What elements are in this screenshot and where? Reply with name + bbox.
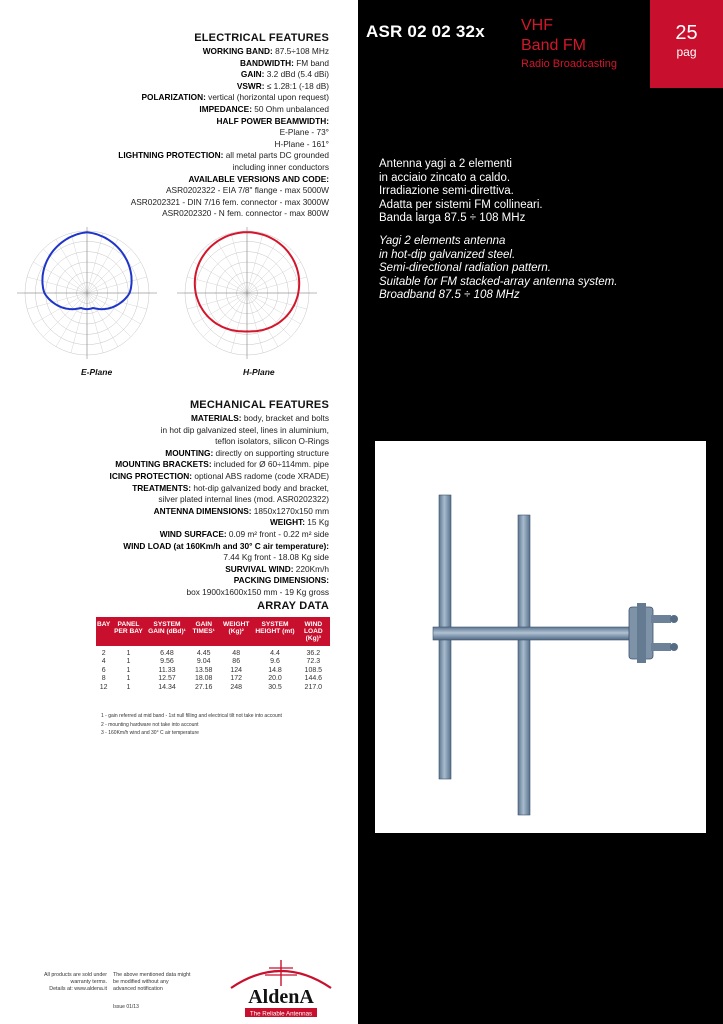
array-cell: 14.34: [158, 683, 176, 691]
electrical-title: ELECTRICAL FEATURES: [194, 32, 329, 44]
radiation-plots-svg: [14, 220, 348, 380]
array-note: 1 - gain referred at mid band - 1st null filling and electrical tilt not take into account: [101, 713, 282, 719]
feature-line: [110, 541, 329, 553]
array-data-table: [96, 617, 330, 692]
feature-line: [118, 58, 329, 70]
array-column-header: BAY: [96, 617, 111, 646]
polar-spoke: [247, 293, 278, 347]
page-number: 25: [675, 22, 698, 44]
category-application: Radio Broadcasting: [521, 58, 618, 70]
feature-line: [118, 116, 329, 128]
polar-spoke: [56, 293, 87, 347]
array-note: 3 - 160Km/h wind and 30° C air temperature: [101, 730, 199, 736]
feature-line: [110, 483, 329, 495]
array-column-header: WIND LOAD (Kg)³: [297, 617, 330, 646]
feature-line: [110, 517, 329, 529]
array-column-header: PANEL PER BAY: [111, 617, 145, 646]
description-line: Banda larga 87.5 ÷ 108 MHz: [379, 212, 526, 225]
feature-value: 220Km/h: [293, 563, 329, 574]
feature-line: [118, 208, 329, 220]
clamp-nut: [670, 615, 678, 623]
array-cell: 4.45: [196, 650, 211, 657]
feature-line: [110, 564, 329, 576]
feature-line: [118, 139, 329, 151]
feature-value: 15 Kg: [305, 517, 329, 528]
description-italian: [379, 158, 709, 226]
description-line: Semi-directional radiation pattern.: [379, 262, 551, 275]
polar-spoke: [216, 293, 247, 347]
array-cell: 1: [126, 666, 131, 674]
disclaimer-line: The above mentioned data might: [113, 972, 191, 978]
array-column-header: WEIGHT (Kg)²: [219, 617, 253, 646]
feature-line: [110, 413, 329, 425]
array-cell: 6: [101, 666, 106, 674]
polar-spoke: [216, 239, 247, 293]
feature-label: LIGHTNING PROTECTION:: [118, 150, 224, 161]
array-data-title: ARRAY DATA: [257, 600, 329, 612]
description-line: Broadband 87.5 ÷ 108 MHz: [379, 289, 520, 302]
feature-line: [110, 448, 329, 460]
array-notes: [101, 712, 282, 738]
feature-label: WEIGHT:: [269, 517, 305, 528]
description-line: in acciaio zincato a caldo.: [379, 171, 511, 184]
mechanical-title: MECHANICAL FEATURES: [189, 399, 329, 411]
array-cell: 1: [126, 650, 131, 657]
array-body: [96, 646, 330, 692]
feature-value: ≤ 1.28:1 (-18 dB): [264, 80, 329, 91]
feature-value: 7.44 Kg front - 18.08 Kg side: [223, 552, 329, 563]
feature-value: body, bracket and bolts: [241, 413, 329, 423]
array-note: 2 - mounting hardware not take into account: [101, 721, 199, 728]
polar-spoke: [247, 239, 278, 293]
array-cell: 172: [230, 675, 243, 683]
feature-line: [118, 185, 329, 197]
category-vhf: VHF: [521, 17, 553, 34]
array-cell: 14.8: [268, 666, 282, 674]
array-cell: 86: [232, 658, 241, 666]
logo-brand: AldenA: [248, 986, 314, 1008]
feature-value: ASR0202320 - N fem. connector - max 800W: [162, 208, 329, 219]
array-column-header: SYSTEM GAIN (dBd)¹: [146, 617, 189, 646]
description-line: Adatta per sistemi FM collineari.: [379, 198, 543, 211]
array-header-row: [96, 617, 330, 646]
feature-line: [110, 575, 329, 587]
feature-value: in hot dip galvanized steel, lines in aluminium,: [160, 424, 329, 435]
array-cell: 6.48: [160, 650, 174, 657]
feature-value: 87.5÷108 MHz: [272, 46, 329, 56]
disclaimer-note: [113, 972, 203, 992]
feature-label: POLARIZATION:: [141, 92, 206, 103]
array-cell: 1: [126, 683, 131, 691]
array-cell: 9.56: [160, 658, 174, 666]
description-line: Irradiazione semi-direttiva.: [379, 185, 514, 198]
feature-label: MOUNTING BRACKETS:: [115, 459, 212, 470]
feature-line: [118, 104, 329, 116]
hplane-label: H-Plane: [243, 367, 275, 377]
feature-value: included for Ø 60÷114mm. pipe: [211, 459, 329, 470]
polar-spoke: [247, 262, 301, 293]
feature-value: 3.2 dBd (5.4 dBi): [264, 69, 329, 80]
array-cell: 108.5: [304, 666, 323, 674]
array-cell: 248: [230, 683, 243, 691]
array-cell: 11.33: [158, 666, 176, 674]
aldena-logo: [225, 958, 337, 1018]
dipole-element: [518, 515, 530, 815]
array-cell: 9.04: [196, 658, 211, 666]
array-cell: 1: [126, 675, 131, 683]
product-photo: [375, 441, 706, 833]
feature-line: [110, 529, 329, 541]
mechanical-features: [110, 398, 329, 599]
feature-line: [118, 69, 329, 81]
feature-label: SURVIVAL WIND:: [225, 563, 294, 574]
polar-spoke: [247, 249, 291, 293]
feature-value: vertical (horizontal upon request): [205, 92, 329, 103]
warranty-note: [31, 972, 107, 992]
description-line: Antenna yagi a 2 elementi: [379, 158, 512, 170]
feature-line: [118, 174, 329, 186]
disclaimer-line: be modified without any: [113, 978, 169, 985]
feature-label: TREATMENTS:: [132, 482, 192, 493]
feature-line: [110, 425, 329, 437]
radiation-plots: [14, 220, 348, 380]
array-cell: 1: [126, 658, 131, 666]
array-cell: 4: [101, 658, 106, 666]
feature-label: ICING PROTECTION:: [109, 470, 193, 481]
feature-value: 50 Ohm unbalanced: [251, 103, 329, 114]
array-row: [96, 684, 330, 692]
array-cell: 12.57: [158, 675, 176, 683]
feature-line: [118, 92, 329, 104]
array-row: [96, 675, 330, 683]
electrical-features: [118, 31, 329, 220]
array-row: [96, 658, 330, 666]
model-code: ASR 02 02 32x: [366, 22, 485, 41]
warranty-line: Details at: www.aldena.it: [49, 985, 107, 992]
category-band: Band FM: [521, 37, 586, 54]
electrical-lines: [118, 46, 329, 220]
feature-line: [110, 587, 329, 599]
array-cell: 48: [232, 650, 241, 657]
feature-value: ASR0202322 - EIA 7/8" flange - max 5000W: [166, 185, 329, 196]
description-line: Suitable for FM stacked-array antenna system.: [379, 275, 618, 288]
mounting-clamp: [637, 603, 646, 663]
array-cell: 13.58: [194, 666, 213, 674]
feature-value: including inner conductors: [232, 161, 329, 172]
page-number-box: [650, 0, 723, 88]
feature-label: MOUNTING:: [165, 447, 214, 458]
polar-spoke: [87, 262, 141, 293]
array-cell: 4.4: [270, 650, 280, 657]
logo-tagline: The Reliable Antennas: [249, 1010, 313, 1018]
array-row: [96, 667, 330, 675]
clamp-nut: [670, 643, 678, 651]
feature-line: [118, 197, 329, 209]
array-cell: 72.3: [306, 658, 321, 666]
feature-label: WIND SURFACE:: [159, 528, 227, 539]
feature-label: IMPEDANCE:: [199, 103, 252, 114]
feature-value: silver plated internal lines (mod. ASR0202322): [158, 494, 329, 505]
description-english: [379, 235, 709, 303]
feature-label: HALF POWER BEAMWIDTH:: [216, 115, 329, 126]
feature-line: [118, 127, 329, 139]
antenna-drawing: [375, 441, 706, 833]
feature-line: [110, 506, 329, 518]
feature-label: ANTENNA DIMENSIONS:: [153, 505, 252, 516]
polar-spoke: [203, 293, 247, 337]
feature-line: [110, 471, 329, 483]
array-column-header: GAIN TIMES¹: [188, 617, 219, 646]
feature-label: MATERIALS:: [190, 413, 242, 423]
feature-value: FM band: [293, 57, 329, 68]
feature-value: all metal parts DC grounded: [223, 150, 329, 161]
polar-spoke: [203, 249, 247, 293]
feature-value: box 1900x1600x150 mm - 19 Kg gross: [186, 586, 329, 597]
right-panel: [358, 0, 723, 1024]
array-column-header: SYSTEM HEIGHT (mt): [253, 617, 296, 646]
feature-label: GAIN:: [240, 69, 265, 80]
array-cell: 36.2: [306, 650, 321, 657]
feature-line: [110, 436, 329, 448]
warranty-line: All products are sold under: [43, 972, 107, 978]
eplane-polar-plot: [17, 227, 157, 359]
feature-label: WIND LOAD (at 160Km/h and 30° C air temperature):: [123, 540, 329, 551]
feature-value: 1850x1270x150 mm: [251, 505, 329, 516]
feature-label: PACKING DIMENSIONS:: [233, 575, 329, 586]
page-label: pag: [676, 45, 697, 59]
feature-value: hot-dip galvanized body and bracket,: [191, 482, 329, 493]
array-cell: 217.0: [304, 683, 323, 691]
mechanical-lines: [110, 413, 329, 599]
feature-label: AVAILABLE VERSIONS AND CODE:: [188, 173, 329, 184]
clamp-bolt: [651, 643, 671, 651]
feature-line: [118, 81, 329, 93]
feature-line: [110, 494, 329, 506]
clamp-bolt: [651, 615, 671, 623]
feature-value: E-Plane - 73°: [279, 127, 329, 138]
polar-spoke: [87, 239, 118, 293]
warranty-line: warranty terms.: [70, 978, 107, 985]
eplane-label: E-Plane: [81, 367, 113, 377]
left-panel: [0, 0, 358, 1024]
description-line: Yagi 2 elements antenna: [379, 235, 506, 247]
feature-value: teflon isolators, silicon O-Rings: [215, 436, 329, 447]
feature-value: H-Plane - 161°: [274, 138, 329, 149]
feature-line: [110, 459, 329, 471]
feature-line: [110, 552, 329, 564]
polar-spoke: [87, 293, 118, 347]
polar-spoke: [56, 239, 87, 293]
feature-label: BANDWIDTH:: [240, 57, 294, 68]
feature-line: [118, 46, 329, 58]
boom: [433, 627, 633, 640]
array-cell: 27.16: [194, 683, 213, 691]
array-cell: 2: [101, 650, 106, 657]
feature-label: VSWR:: [236, 80, 265, 91]
feature-label: WORKING BAND:: [202, 46, 273, 56]
feature-line: [118, 162, 329, 174]
description-line: in hot-dip galvanized steel.: [379, 248, 516, 261]
array-cell: 20.0: [268, 675, 282, 683]
disclaimer-line: advanced notification: [113, 985, 163, 992]
feature-value: ASR0202321 - DIN 7/16 fem. connector - max 3000W: [130, 196, 329, 207]
polar-spoke: [247, 293, 291, 337]
polar-spoke: [193, 262, 247, 293]
hplane-polar-plot: [177, 227, 317, 359]
feature-value: directly on supporting structure: [213, 447, 329, 458]
feature-line: [118, 150, 329, 162]
feature-value: 0.09 m² front - 0.22 m² side: [226, 528, 329, 539]
array-cell: 30.5: [268, 683, 282, 691]
array-cell: 144.6: [304, 675, 323, 683]
array-cell: 12: [99, 683, 108, 691]
array-cell: 18.08: [194, 675, 213, 683]
issue-number: Issue 01/13: [113, 1004, 139, 1010]
array-cell: 8: [101, 675, 106, 683]
array-row: [96, 646, 330, 658]
polar-spoke: [33, 262, 87, 293]
array-cell: 9.6: [270, 658, 280, 666]
array-cell: 124: [230, 666, 243, 674]
feature-value: optional ABS radome (code XRADE): [192, 470, 329, 481]
